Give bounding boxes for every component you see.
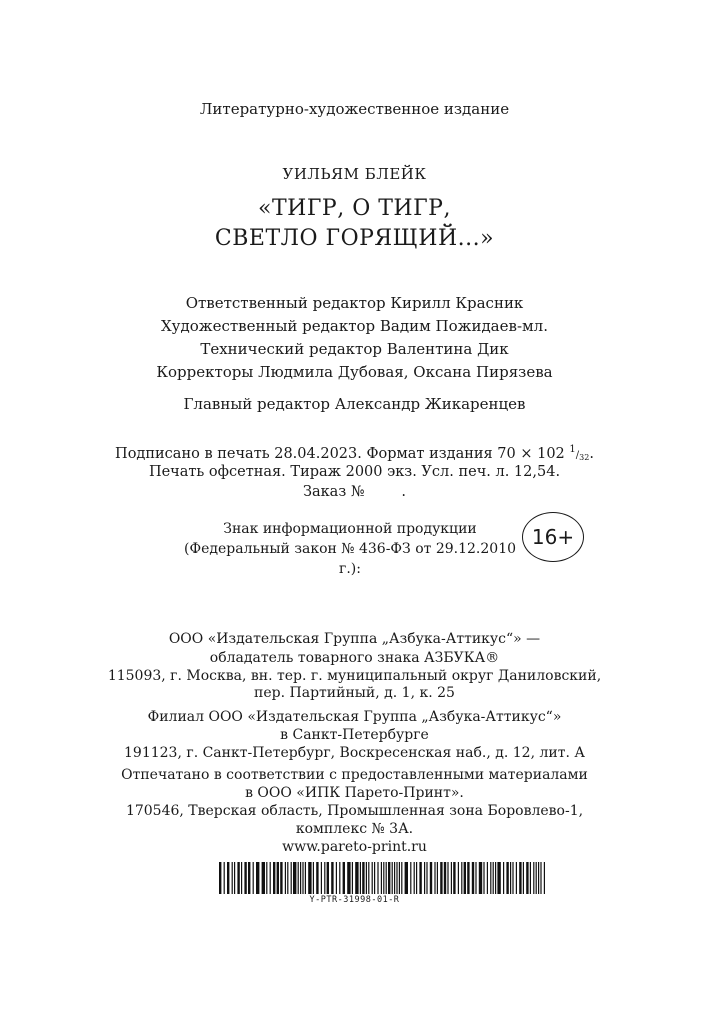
technical-editor: Технический редактор Валентина Дик bbox=[200, 340, 509, 358]
info-sign-law: (Федеральный закон № 436-ФЗ от 29.12.2010 г.): bbox=[183, 541, 517, 577]
book-title-line-1: «ТИГР, О ТИГР, bbox=[258, 196, 451, 221]
age-rating-text: 16+ bbox=[531, 525, 575, 549]
responsible-editor: Ответственный редактор Кирилл Красник bbox=[185, 294, 524, 312]
print-run-line: Печать офсетная. Тираж 2000 экз. Усл. печ. л. 12,54. bbox=[148, 464, 561, 480]
print-signed-end: . bbox=[589, 446, 594, 462]
branch-address: 191123, г. Санкт-Петербург, Воскресенская наб., д. 12, лит. А bbox=[124, 745, 585, 761]
format-denominator: 32 bbox=[579, 453, 590, 462]
publisher-address-1: 115093, г. Москва, вн. тер. г. муниципальный округ Даниловский, bbox=[107, 668, 602, 684]
printer-line-2: в ООО «ИПК Парето-Принт». bbox=[245, 785, 464, 801]
branch-line-1: Филиал ООО «Издательская Группа „Азбука-Аттикус“» bbox=[147, 709, 562, 725]
barcode-image bbox=[219, 862, 545, 894]
order-number-line: Заказ № . bbox=[302, 484, 407, 500]
edition-type: Литературно-художественное издание bbox=[199, 100, 510, 118]
print-signed-line bbox=[0, 444, 709, 462]
printer-website: www.pareto-print.ru bbox=[282, 839, 427, 855]
art-editor: Художественный редактор Вадим Пожидаев-мл. bbox=[161, 317, 548, 335]
book-title-line-2: СВЕТЛО ГОРЯЩИЙ...» bbox=[214, 226, 495, 251]
publisher-line-2: обладатель товарного знака АЗБУКА® bbox=[209, 650, 500, 666]
chief-editor: Главный редактор Александр Жикаренцев bbox=[183, 395, 526, 413]
publisher-address-2: пер. Партийный, д. 1, к. 25 bbox=[254, 685, 455, 701]
publisher-line-1: ООО «Издательская Группа „Азбука-Аттикус“» — bbox=[168, 631, 541, 647]
barcode-code: Y-PTR-31998-01-R bbox=[309, 895, 400, 905]
printer-line-1: Отпечатано в соответствии с предоставленными материалами bbox=[121, 767, 588, 783]
age-rating-badge bbox=[522, 512, 584, 562]
printer-address-1: 170546, Тверская область, Промышленная зона Боровлево-1, bbox=[125, 803, 584, 819]
proofreaders: Корректоры Людмила Дубовая, Оксана Пирязева bbox=[156, 363, 553, 381]
format-fraction: $^1/_{32}$ bbox=[569, 444, 590, 462]
format-numerator: 1 bbox=[569, 444, 576, 455]
print-signed-text: Подписано в печать 28.04.2023. Формат издания 70 × 102 bbox=[115, 446, 570, 462]
branch-line-2: в Санкт-Петербурге bbox=[280, 727, 429, 743]
author-name: УИЛЬЯМ БЛЕЙК bbox=[282, 165, 427, 183]
info-product-sign bbox=[180, 519, 520, 579]
info-sign-label: Знак информационной продукции bbox=[223, 521, 477, 537]
printer-address-2: комплекс № 3А. bbox=[295, 821, 414, 837]
